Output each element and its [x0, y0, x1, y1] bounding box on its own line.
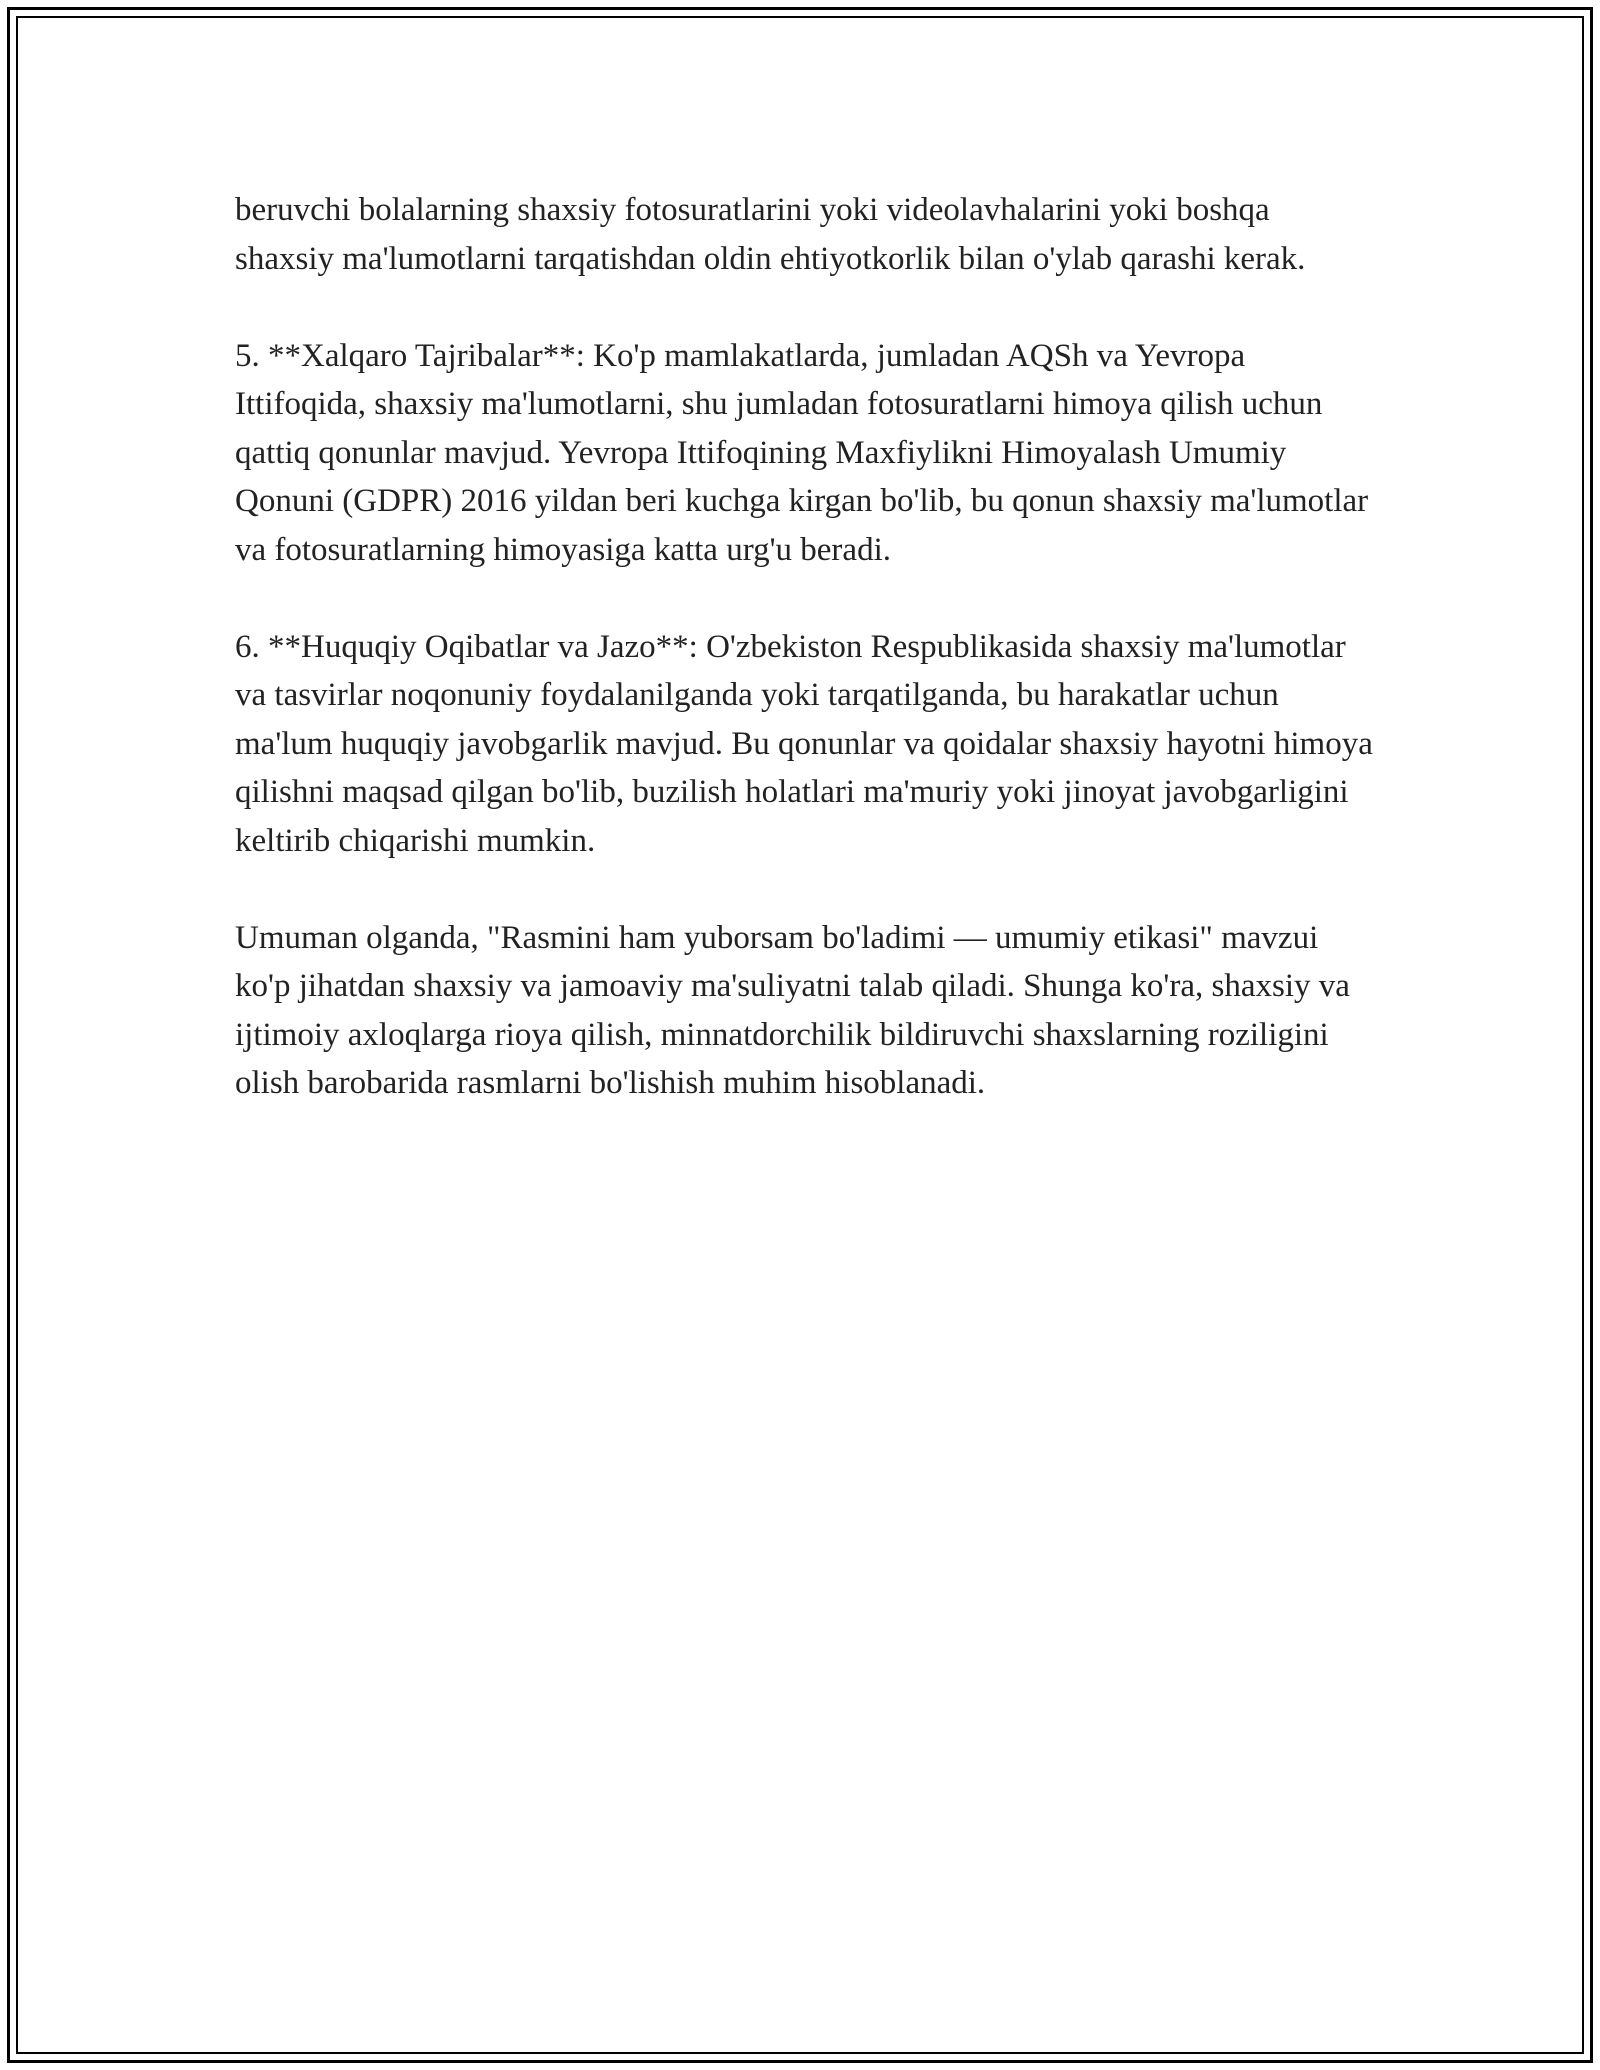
- paragraph-international-practices: 5. **Xalqaro Tajribalar**: Ko'p mamlakatlarda, jumladan AQSh va Yevropa Ittifoqida, shaxsiy ma'lumotlarni, shu jumladan fotosuratlarni himoya qilish uchun qattiq qonunlar mavjud. Yevropa Ittifoqining Maxfiylikni Himoyalash Umumiy Qonuni (GDPR) 2016 yildan beri kuchga kirgan bo'lib, bu qonun shaxsiy ma'lumotlar va fotosuratlarning himoyasiga katta urg'u beradi.: [235, 337, 1369, 568]
- paragraph-intro-continuation: beruvchi bolalarning shaxsiy fotosuratlarini yoki videolavhalarini yoki boshqa shaxsiy ma'lumotlarni tarqatishdan oldin ehtiyotkorlik bilan o'ylab qarashi kerak.: [235, 192, 1306, 277]
- paragraph-legal-consequences: 6. **Huquqiy Oqibatlar va Jazo**: O'zbekiston Respublikasida shaxsiy ma'lumotlar va tasvirlar noqonuniy foydalanilganda yoki tarqatilganda, bu harakatlar uchun ma'lum huquqiy javobgarlik mavjud. Bu qonunlar va qoidalar shaxsiy hayotni himoya qilishni maqsad qilgan bo'lib, buzilish holatlari ma'muriy yoki jinoyat javobgarligini keltirib chiqarishi mumkin.: [235, 628, 1373, 859]
- paragraph-conclusion: Umuman olganda, "Rasmini ham yuborsam bo'ladimi — umumiy etikasi" mavzui ko'p jihatdan shaxsiy va jamoaviy ma'suliyatni talab qiladi. Shunga ko'ra, shaxsiy va ijtimoiy axloqlarga rioya qilish, minnatdorchilik bildiruvchi shaxslarning roziligini olish barobarida rasmlarni bo'lishish muhim hisoblanadi.: [235, 919, 1350, 1101]
- document-body: [235, 186, 1375, 1156]
